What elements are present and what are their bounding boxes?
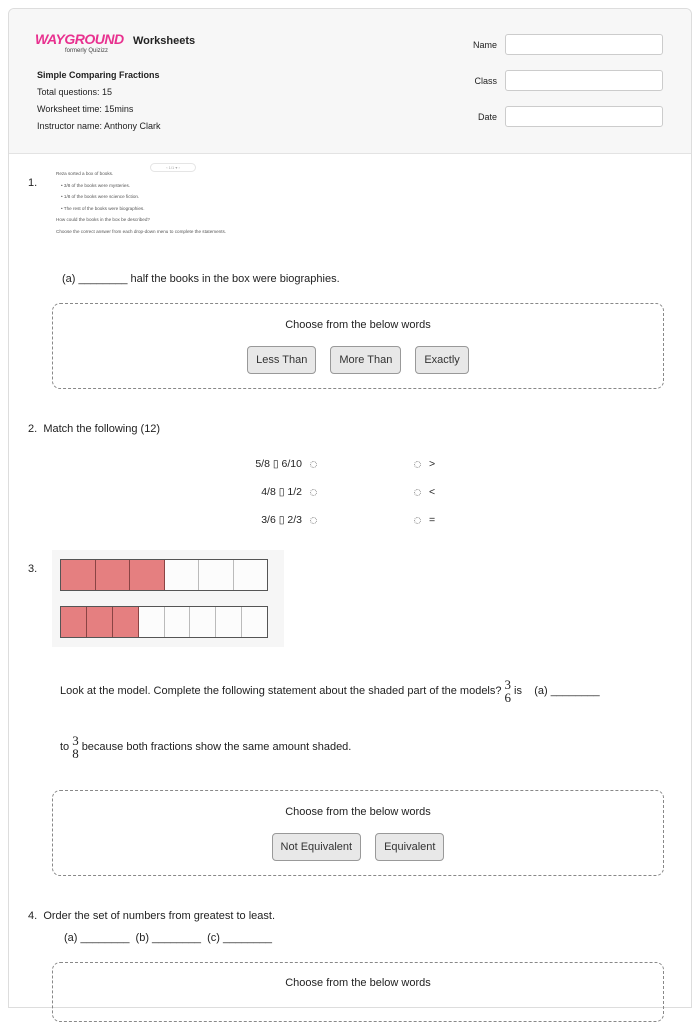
total-questions: Total questions: 15 bbox=[37, 87, 113, 97]
shaded-cell bbox=[87, 607, 113, 637]
word-bank-1 bbox=[52, 303, 664, 389]
line: How could the books in the box be described? bbox=[56, 217, 150, 222]
word-bank-title: Choose from the below words bbox=[285, 319, 431, 331]
date-field[interactable] bbox=[505, 106, 663, 127]
match-left-item: 5/8 ▯ 6/10 bbox=[255, 458, 302, 470]
brand-name: WAYGROUND bbox=[35, 31, 124, 47]
match-handle[interactable] bbox=[310, 461, 317, 468]
question-3-text-2: because both fractions show the same amount shaded. bbox=[81, 740, 352, 753]
option-exactly[interactable]: Exactly bbox=[415, 346, 468, 374]
unshaded-cell bbox=[190, 607, 216, 637]
line: • 3/8 of the books were mysteries. bbox=[61, 182, 131, 188]
question-1-image bbox=[56, 168, 226, 237]
name-field[interactable] bbox=[505, 34, 663, 55]
unshaded-cell bbox=[242, 607, 267, 637]
blank: (a) ________ bbox=[534, 684, 600, 697]
question-4-blanks: (a) ________ (b) ________ (c) ________ bbox=[64, 932, 272, 944]
match-right-item: < bbox=[429, 486, 436, 498]
shaded-cell bbox=[61, 607, 87, 637]
question-number: 4. bbox=[28, 910, 38, 922]
unshaded-cell bbox=[234, 560, 268, 590]
fraction-bar-sixths bbox=[60, 559, 268, 591]
fraction-model bbox=[52, 550, 284, 647]
unshaded-cell bbox=[165, 560, 200, 590]
worksheet-time: Worksheet time: 15mins bbox=[37, 104, 134, 114]
line: • The rest of the books were biographies. bbox=[61, 205, 145, 211]
fraction-3-8: 3 8 bbox=[72, 733, 79, 761]
match-right-item: = bbox=[429, 514, 436, 526]
line: Reza sorted a box of books. bbox=[56, 171, 114, 176]
unshaded-cell bbox=[139, 607, 165, 637]
match-handle[interactable] bbox=[310, 517, 317, 524]
shaded-cell bbox=[61, 560, 96, 590]
wayground-logo bbox=[35, 31, 124, 54]
question-1-statement: (a) ________ half the books in the box were biographies. bbox=[62, 273, 340, 285]
word-bank-title: Choose from the below words bbox=[285, 806, 431, 818]
instructor-name: Instructor name: Anthony Clark bbox=[37, 121, 161, 131]
line: Choose the correct answer from each drop-down menu to complete the statements. bbox=[56, 228, 227, 234]
match-right-item: > bbox=[429, 458, 436, 470]
shaded-cell bbox=[130, 560, 165, 590]
match-handle[interactable] bbox=[414, 489, 421, 496]
class-field[interactable] bbox=[505, 70, 663, 91]
image-pager: ‹ 1/1 ▾ › bbox=[150, 163, 196, 172]
to-text: to bbox=[60, 740, 70, 753]
question-2-text: Match the following (12) bbox=[43, 423, 161, 435]
match-handle[interactable] bbox=[414, 461, 421, 468]
shaded-cell bbox=[113, 607, 139, 637]
unshaded-cell bbox=[199, 560, 234, 590]
option-less-than[interactable]: Less Than bbox=[247, 346, 316, 374]
class-label: Class bbox=[474, 75, 497, 86]
name-label: Name bbox=[472, 39, 497, 50]
line: • 1/8 of the books were science fiction. bbox=[61, 194, 140, 199]
brand-sub: formerly Quizizz bbox=[65, 48, 109, 54]
match-handle[interactable] bbox=[310, 489, 317, 496]
fraction-3-6: 3 6 bbox=[504, 677, 511, 705]
worksheet-header bbox=[9, 9, 691, 154]
unshaded-cell bbox=[216, 607, 242, 637]
word-bank-title: Choose from the below words bbox=[285, 977, 431, 989]
option-more-than[interactable]: More Than bbox=[330, 346, 401, 374]
word-bank-4 bbox=[52, 962, 664, 1022]
question-4-text: Order the set of numbers from greatest to least. bbox=[43, 910, 276, 922]
option-equivalent[interactable]: Equivalent bbox=[375, 833, 444, 861]
match-left-item: 4/8 ▯ 1/2 bbox=[261, 486, 302, 498]
word-bank-3 bbox=[52, 790, 664, 876]
question-number: 1. bbox=[28, 177, 38, 189]
match-left-item: 3/6 ▯ 2/3 bbox=[261, 514, 302, 526]
date-label: Date bbox=[477, 111, 497, 122]
app-title: Worksheets bbox=[133, 35, 196, 47]
worksheet-title: Simple Comparing Fractions bbox=[37, 70, 160, 80]
is-text: is bbox=[514, 684, 522, 697]
match-handle[interactable] bbox=[414, 517, 421, 524]
question-number: 2. bbox=[28, 423, 38, 435]
question-3-text: Look at the model. Complete the following statement about the shaded part of the models? bbox=[60, 684, 502, 697]
option-not-equivalent[interactable]: Not Equivalent bbox=[272, 833, 362, 861]
unshaded-cell bbox=[165, 607, 191, 637]
shaded-cell bbox=[96, 560, 131, 590]
fraction-bar-eighths bbox=[60, 606, 268, 638]
question-number: 3. bbox=[28, 563, 38, 575]
